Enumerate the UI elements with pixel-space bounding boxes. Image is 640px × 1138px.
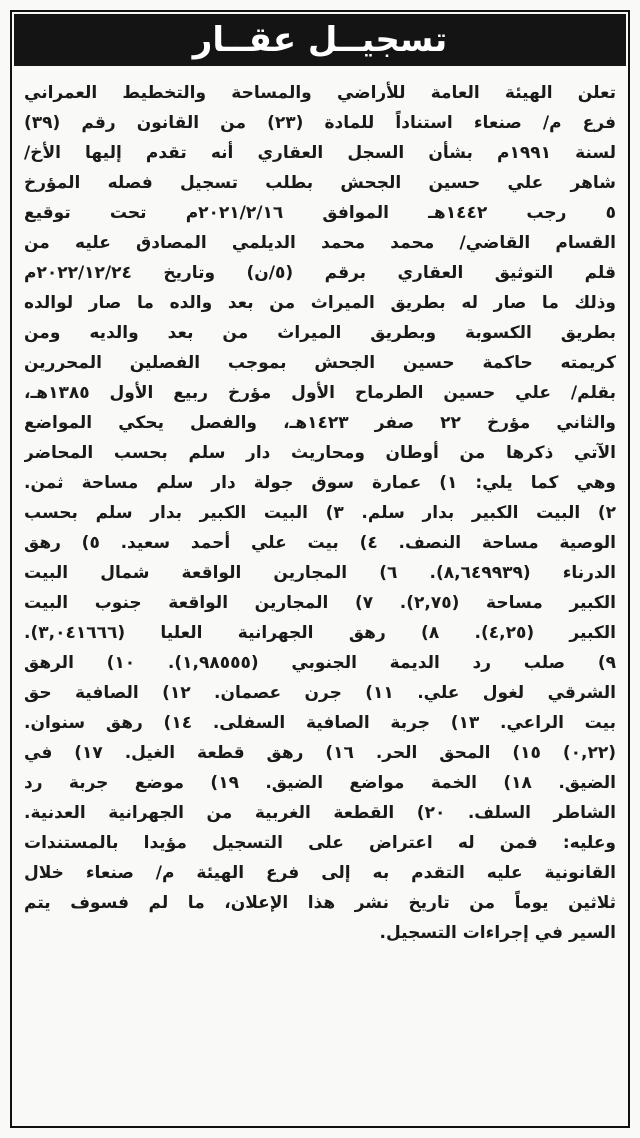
notice-line: (٠,٢٢) ١٥) المحق الحر. ١٦) رهق قطعة الغيل. ١٧) في <box>24 743 616 763</box>
notice-line: فرع م/ صنعاء استناداً للمادة (٢٣) من القانون رقم (٣٩) <box>24 113 616 133</box>
notice-line: وعليه: فمن له اعتراض على التسجيل مؤيدا بالمستندات <box>24 833 616 853</box>
notice-line: بقلم/ علي حسين الطرماح الأول مؤرخ ربيع الأول ١٣٨٥هـ، <box>24 383 616 403</box>
notice-line: ٢) البيت الكبير بدار سلم. ٣) البيت الكبير بدار سلم بحسب <box>24 503 616 523</box>
notice-line: القانونية عليه التقدم به إلى فرع الهيئة م/ صنعاء خلال <box>24 863 616 883</box>
title-banner <box>14 14 626 66</box>
notice-line: شاهر علي حسين الجحش بطلب تسجيل فصله المؤرخ <box>24 173 616 193</box>
notice-line: قلم التوثيق العقاري برقم (٥/ن) وتاريخ ٢٠٢٢/١٢/٢٤م <box>24 263 616 283</box>
notice-line: الشرقي لغول علي. ١١) جرن عصمان. ١٢) الصافية حق <box>24 683 616 703</box>
notice-line: ٥ رجب ١٤٤٢هـ الموافق ٢٠٢١/٢/١٦م تحت توقيع <box>24 203 616 223</box>
notice-line: بيت الراعي. ١٣) جربة الصافية السفلى. ١٤) رهق سنوان. <box>24 713 616 733</box>
notice-line: الكبير مساحة (٢,٧٥). ٧) المجارين الواقعة جنوب البيت <box>24 593 616 613</box>
notice-line: الدرناء (٨,٦٤٩٩٣٩). ٦) المجارين الواقعة شمال البيت <box>24 563 616 583</box>
notice-line: تعلن الهيئة العامة للأراضي والمساحة والتخطيط العمراني <box>24 83 616 103</box>
notice-line: الوصية مساحة النصف. ٤) بيت علي أحمد سعيد. ٥) رهق <box>24 533 616 553</box>
notice-body <box>24 78 616 948</box>
notice-line: الكبير (٤,٢٥). ٨) رهق الجهرانية العليا (٣,٠٤١٦٦٦). <box>24 623 616 643</box>
notice-line: كريمته حاكمة حسين الجحش بموجب الفصلين المحررين <box>24 353 616 373</box>
notice-line: وهي كما يلي: ١) عمارة سوق جولة دار سلم مساحة ثمن. <box>24 473 616 493</box>
notice-line: ثلاثين يوماً من تاريخ نشر هذا الإعلان، ما لم فسوف يتم <box>24 893 616 913</box>
notice-line: القسام القاضي/ محمد محمد الديلمي المصادق عليه من <box>24 233 616 253</box>
notice-line: الشاطر السلف. ٢٠) القطعة الغربية من الجهرانية العدنية. <box>24 803 616 823</box>
notice-line: وذلك ما صار له بطريق الميراث من بعد والده ما صار لوالده <box>24 293 616 313</box>
notice-line: السير في إجراءات التسجيل. <box>379 923 616 943</box>
notice-line: الضيق. ١٨) الخمة مواضع الضيق. ١٩) موضع جربة رد <box>24 773 616 793</box>
notice-line: بطريق الكسوبة وبطريق الميراث من بعد والديه ومن <box>24 323 616 343</box>
notice-line: والثاني مؤرخ ٢٢ صفر ١٤٢٣هـ، والفصل يحكي المواضع <box>24 413 616 433</box>
notice-title: تسجيــل عقــار <box>192 20 448 60</box>
notice-line: ٩) صلب رد الديمة الجنوبي (١,٩٨٥٥٥). ١٠) الرهق <box>24 653 616 673</box>
notice-line: الآتي ذكرها من أوطان ومحاريث دار سلم بحسب المحاضر <box>24 443 616 463</box>
notice-line: لسنة ١٩٩١م بشأن السجل العقاري أنه تقدم إليها الأخ/ <box>24 143 616 163</box>
